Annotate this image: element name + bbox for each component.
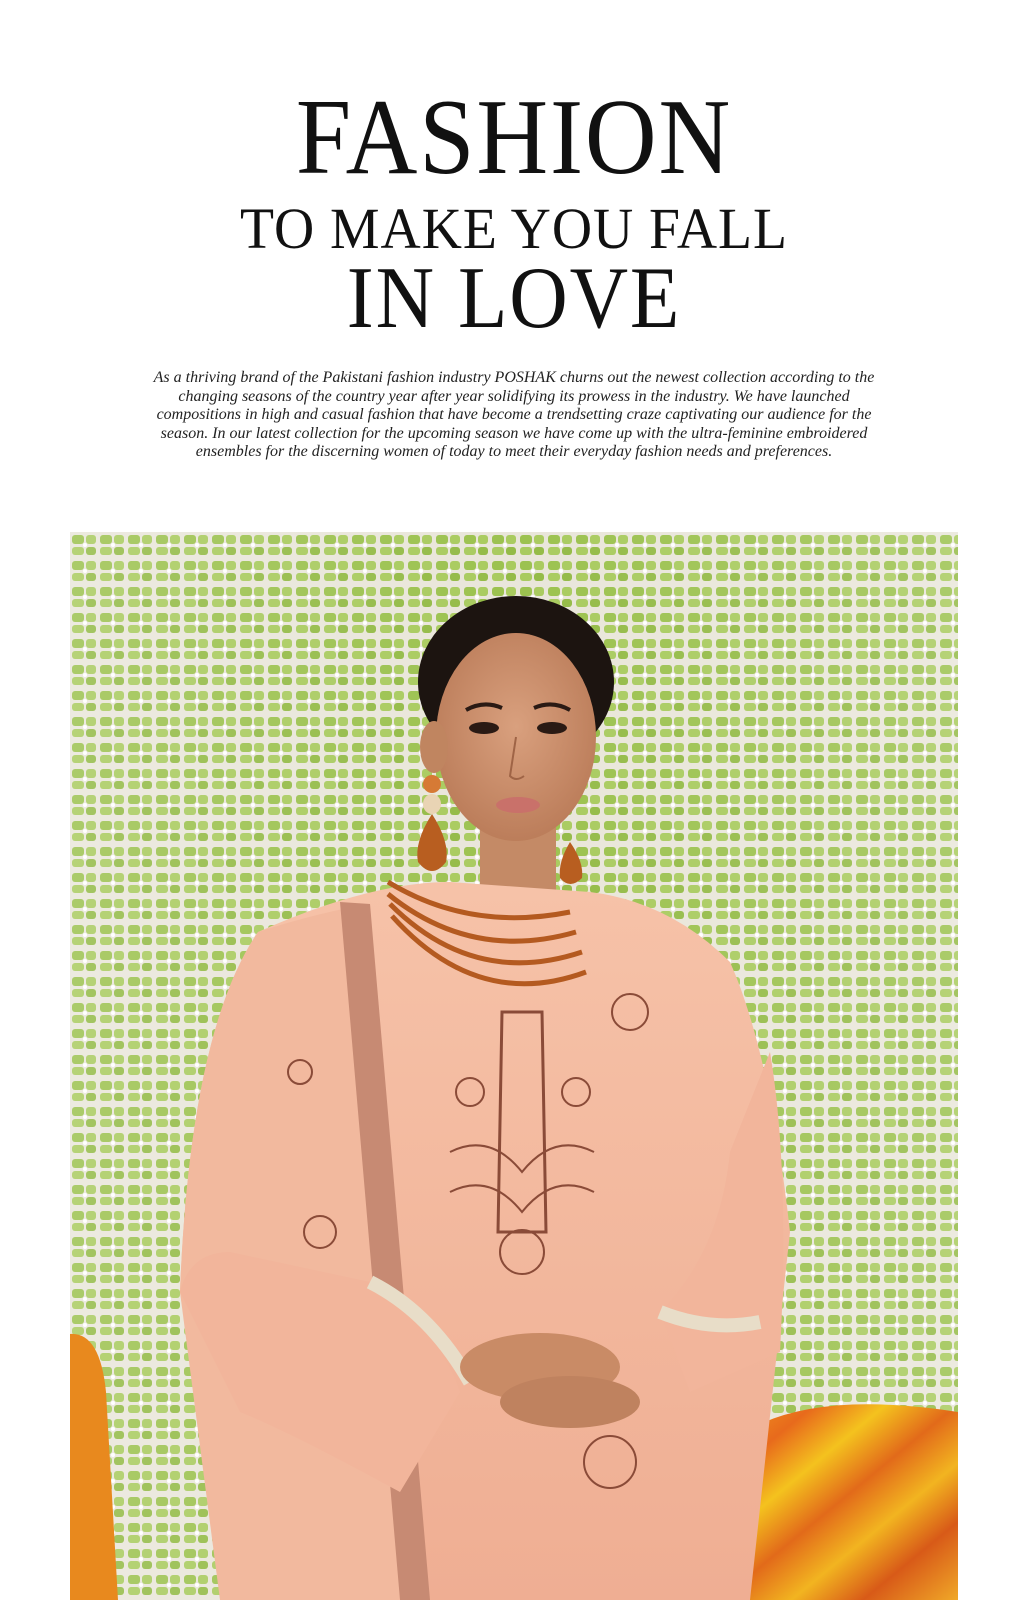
model-photo [70, 532, 958, 1600]
headline-to-make-you-fall: TO MAKE YOU FALL [240, 196, 788, 261]
headline-in-love: IN LOVE [346, 250, 682, 347]
headline-fashion: FASHION [295, 78, 733, 197]
intro-paragraph: As a thriving brand of the Pakistani fashion industry POSHAK churns out the newest collection according to the changing seasons of the country year after year solidifying its prowess in the industry. We have launched compositions in high and casual fashion that have become a trendsetting craze captivating our audience for the season. In our latest collection for the upcoming season we have come up with the ultra-feminine embroidered ensembles for the discerning women of today to meet their everyday fashion needs and preferences. [153, 369, 875, 461]
